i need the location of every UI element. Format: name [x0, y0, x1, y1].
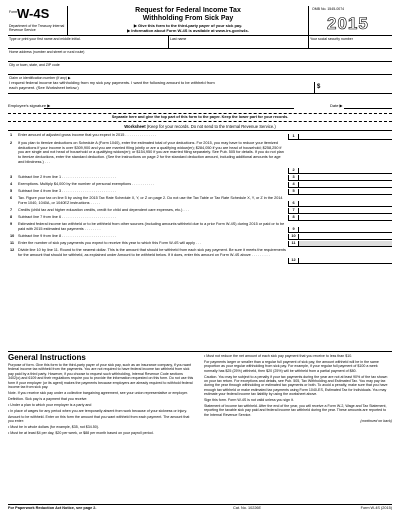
worksheet-box-number: 4 — [288, 182, 298, 188]
general-right-paragraph: Sign this form. Form W-4S is not valid unless you sign it. — [204, 398, 294, 403]
instruction-line1: ▶ Give this form to the third-party payer of your sick pay. — [133, 23, 243, 28]
form-label: Form — [9, 10, 18, 14]
general-left-paragraph: • In place of wages for any period when you are temporarily absent from work because of your sickness or injury. — [8, 408, 187, 413]
general-right-paragraph: For payments larger or smaller than a regular full payment of sick pay, the amount withheld will be in the same proportion as your regular withholding from sick pay. For example, if your regular full payment of $100 a week normally has $25 (25%) withheld, then $20 (25%) will be withheld from a partial payment of $80. — [204, 359, 379, 373]
section-rule — [8, 351, 392, 352]
form-title-block — [70, 7, 306, 33]
worksheet-line-10 — [8, 234, 392, 240]
worksheet-line-text: Tax. Figure your tax on line 5 by using the 2015 Tax Rate Schedule X, Y, or Z on page 2. Do not use the Tax Table or Tax Rate Schedule X, Y, or Z in the 2014 Form 1040, 1040A, or 1040EZ instructions . . . . . — [18, 196, 283, 205]
dollar-sign: $ — [317, 84, 321, 90]
form-header — [8, 6, 392, 36]
general-right-paragraph: • Must not reduce the net amount of each sick pay payment that you receive to less than $10. — [204, 354, 353, 358]
worksheet-amount-field[interactable] — [298, 182, 392, 188]
cut-line-bottom — [8, 121, 392, 122]
omb-number: OMB No. 1545-0074 — [312, 7, 345, 11]
worksheet-line-text: Estimated federal income tax withheld or to be withheld from other sources (including amounts withheld due to a prior Form W-4S) during 2015 or paid or to be paid with 2015 estimated tax payments . . . . . . . . — [18, 222, 285, 231]
worksheet-line-7 — [8, 208, 392, 214]
worksheet-line-text: Enter the number of sick pay payments you expect to receive this year to which this Form W-4S will apply . . . — [18, 241, 202, 245]
worksheet-amount-field[interactable] — [298, 208, 392, 214]
worksheet-line-text: Subtract line 2 from line 1 . . . . . . . . . . . . . . . . . . . . . . . . . . — [18, 175, 116, 179]
worksheet-box-number: 7 — [288, 208, 298, 214]
worksheet-title: Worksheet — [124, 124, 146, 129]
footer-paperwork: For Paperwork Reduction Act Notice, see page 2. — [8, 506, 97, 510]
form-footer — [8, 504, 392, 512]
worksheet-line-text: Enter amount of adjusted gross income that you expect in 2015 . . . . . . . . . . . . . . . — [18, 133, 157, 137]
worksheet-box-number: 2 — [288, 168, 298, 174]
worksheet-heading — [8, 124, 392, 129]
worksheet-box-number: 9 — [288, 227, 298, 233]
form-id-block — [8, 6, 68, 36]
worksheet-line-8 — [8, 215, 392, 221]
city-label: City or town, state, and ZIP code — [9, 63, 60, 67]
worksheet-amount-field[interactable] — [298, 201, 392, 207]
instruction-line2: ▶ Information about Form W-4S is available at www.irs.gov/w4s. — [127, 28, 249, 33]
year-block — [308, 6, 392, 36]
general-left-paragraph: Amount to be withheld. Enter on this form the amount that you want withheld from each payment. The amount that you enter: — [8, 414, 190, 423]
general-left-paragraph: Purpose of form. Give this form to the third-party payer of your sick pay, such as an insurance company, if you want federal income tax withheld from the payments. You are not required to have federal income tax withheld from sick pay paid by a third party. However, if you choose to request such withholding, Internal Revenue Code sections 3402(o) and 6109 and their regulations require you to provide the information requested on this form. Do not use this form if your employer (or its agent) makes the payments because employers are already required to withhold federal income tax from sick pay. — [8, 363, 194, 390]
general-left-text — [8, 363, 196, 435]
ssn-label: Your social security number — [310, 37, 353, 41]
worksheet-amount-field[interactable] — [298, 175, 392, 181]
worksheet-line-number: 3 — [10, 175, 13, 179]
general-left-paragraph: Note. If you receive sick pay under a collective bargaining agreement, see your union representative or employer. — [8, 390, 188, 395]
worksheet-amount-field[interactable] — [298, 241, 392, 247]
request-text-2: each payment. (See Worksheet below.) — [9, 85, 79, 90]
worksheet-box-number: 1 — [288, 134, 298, 140]
worksheet-line-2 — [8, 141, 392, 174]
tax-year: 2015 — [327, 14, 369, 33]
worksheet-amount-field[interactable] — [298, 234, 392, 240]
worksheet-line-number: 11 — [10, 241, 15, 245]
worksheet-line-number: 2 — [10, 141, 13, 145]
general-right-text — [204, 354, 392, 423]
general-left-paragraph: • Must be in whole dollars (for example, $35, not $34.50). — [8, 424, 99, 429]
worksheet-line-number: 4 — [10, 182, 13, 186]
general-right-column — [204, 354, 392, 425]
worksheet-line-number: 7 — [10, 208, 13, 212]
general-heading: General Instructions — [8, 353, 86, 362]
general-left-paragraph: • Must be at least $4 per day, $20 per week, or $88 per month based on your payroll period. — [8, 430, 154, 435]
worksheet-line-9 — [8, 222, 392, 233]
worksheet-amount-field[interactable] — [298, 134, 392, 140]
request-text-1: I request federal income tax withholding from my sick pay payments. I want the following amount to be withheld from — [9, 80, 215, 85]
general-right-paragraph: Caution. You may be subject to a penalty if your tax payments during the year are not at least 90% of the tax shown on your tax return. For exceptions and details, see Pub. 505, Tax Withholding and Estimated Tax. You may pay tax during the year through withholding or estimated tax payments or both. To avoid a penalty, make sure that you have enough tax withheld or make estimated tax payments using Form 1040-ES, Estimated Tax for Individuals. You may estimate your federal income tax liability by using the worksheet above. — [204, 374, 388, 397]
worksheet-line-6 — [8, 196, 392, 207]
general-left-column — [8, 353, 196, 437]
worksheet-line-number: 5 — [10, 189, 13, 193]
address-field[interactable] — [8, 49, 392, 62]
last-name-label: Last name — [170, 37, 187, 41]
last-name-field[interactable] — [168, 36, 308, 48]
ssn-field[interactable] — [308, 36, 392, 48]
city-field[interactable] — [8, 62, 392, 75]
signature-row — [8, 101, 392, 111]
form-number: W-4S — [17, 6, 50, 21]
worksheet-line-12 — [8, 248, 392, 264]
address-label: Home address (number and street or rural route) — [9, 50, 85, 54]
worksheet-line-number: 8 — [10, 215, 13, 219]
name-row — [8, 36, 392, 49]
worksheet-line-number: 6 — [10, 196, 13, 200]
signature-label: Employee's signature ▶ — [8, 103, 51, 108]
worksheet-box-number: 5 — [288, 189, 298, 195]
worksheet-line-number: 10 — [10, 234, 15, 238]
worksheet-box-number: 6 — [288, 201, 298, 207]
footer-cat-no: Cat. No. 10226E — [233, 506, 262, 510]
worksheet-line-5 — [8, 189, 392, 195]
worksheet-amount-field[interactable] — [298, 258, 392, 264]
date-line[interactable] — [344, 108, 392, 109]
withholding-amount-field[interactable] — [314, 82, 392, 93]
worksheet-line-text: If you plan to itemize deductions on Schedule A (Form 1040), enter the estimated total of your deductions. For 2015, you may have to reduce your itemized deductions if your income is over $309,900 and you are married filing jointly or are a qualifying widow(er); $284,050 if you are head of household; $258,250 if you are single and not head of household or a qualifying widow(er); or $154,950 if you are married filing separately. See Pub. 505 for details. If you do not plan to itemize deductions, enter the standard deduction. (See the instructions on page 2 for the standard deduction amount, including additional amounts for age and blindness.) . . . — [18, 141, 284, 164]
worksheet-amount-field[interactable] — [298, 227, 392, 233]
worksheet-line-4 — [8, 182, 392, 188]
worksheet-line-number: 9 — [10, 222, 13, 226]
worksheet-line-number: 1 — [10, 133, 13, 137]
date-label: Date ▶ — [330, 103, 343, 108]
worksheet-line-11 — [8, 241, 392, 247]
general-left-paragraph: • Under a plan to which your employer is a party and — [8, 402, 92, 407]
footer-form-id: Form W-4S (2015) — [360, 506, 392, 510]
worksheet-line-1 — [8, 133, 392, 140]
form-page — [8, 6, 392, 512]
worksheet-amount-field[interactable] — [298, 189, 392, 195]
worksheet-box-number: 8 — [288, 215, 298, 221]
cut-line-top — [8, 113, 392, 114]
worksheet-rule — [8, 130, 392, 131]
worksheet-box-number: 10 — [288, 234, 298, 240]
cut-instructions: Separate here and give the top part of this form to the payer. Keep the lower part for your records. — [111, 115, 289, 119]
worksheet-line-3 — [8, 175, 392, 181]
general-left-paragraph: Definition. Sick pay is a payment that you receive: — [8, 396, 88, 401]
worksheet-amount-field[interactable] — [298, 215, 392, 221]
claim-label: Claim or identification number (if any) ▶ — [9, 76, 71, 80]
signature-line[interactable] — [44, 108, 294, 109]
worksheet-box-number: 11 — [288, 241, 298, 247]
first-name-label: Type or print your first name and middle initial. — [9, 37, 81, 41]
worksheet-note: (Keep for your records. Do not send to the Internal Revenue Service.) — [145, 124, 276, 129]
worksheet-line-number: 12 — [10, 248, 15, 252]
claim-request-row — [8, 75, 392, 94]
worksheet-box-number: 12 — [288, 258, 298, 264]
worksheet-line-text: Subtract line 9 from line 8 . . . . . . . . . . . . . . . . . . . . . . . . . . — [18, 234, 116, 238]
worksheet-amount-field[interactable] — [298, 168, 392, 174]
worksheet-line-text: Subtract line 7 from line 6 . . . . . . . . . . . . . . . . . . . . . . . . . . — [18, 215, 116, 219]
worksheet-line-text: Subtract line 4 from line 3 . . . . . . . . . . . . . . . . . . . . . . . . . . — [18, 189, 116, 193]
first-name-field[interactable] — [8, 36, 168, 48]
worksheet-box-number: 3 — [288, 175, 298, 181]
department: Department of the Treasury Internal Revenue Service — [9, 24, 65, 32]
worksheet-line-text: Credits (child tax and higher education credits, credit for child and dependent care expenses, etc.) . . . — [18, 208, 189, 212]
worksheet-line-text: Exemptions. Multiply $4,000 by the number of personal exemptions . . . . . . . . . . . — [18, 182, 155, 186]
general-right-paragraph: (continued on back) — [360, 418, 392, 423]
general-right-paragraph: Statement of income tax withheld. After the end of the year, you will receive a Form W-2, Wage and Tax Statement, reporting the taxable sick pay paid and federal income tax withheld during the year. These amounts are reported to the Internal Revenue Service. — [204, 404, 387, 417]
form-title-line2: Withholding From Sick Pay — [142, 15, 234, 22]
worksheet-line-text: Divide line 10 by line 11. Round to the nearest dollar. This is the amount that should be withheld from each sick pay payment. Be sure it meets the requirements for the amount that should be withheld, as explained under Amount to be withheld below. If it does, enter this amount on Form W-4S above . . . . . . . . . — [18, 248, 286, 257]
form-title-line1: Request for Federal Income Tax — [135, 7, 241, 14]
